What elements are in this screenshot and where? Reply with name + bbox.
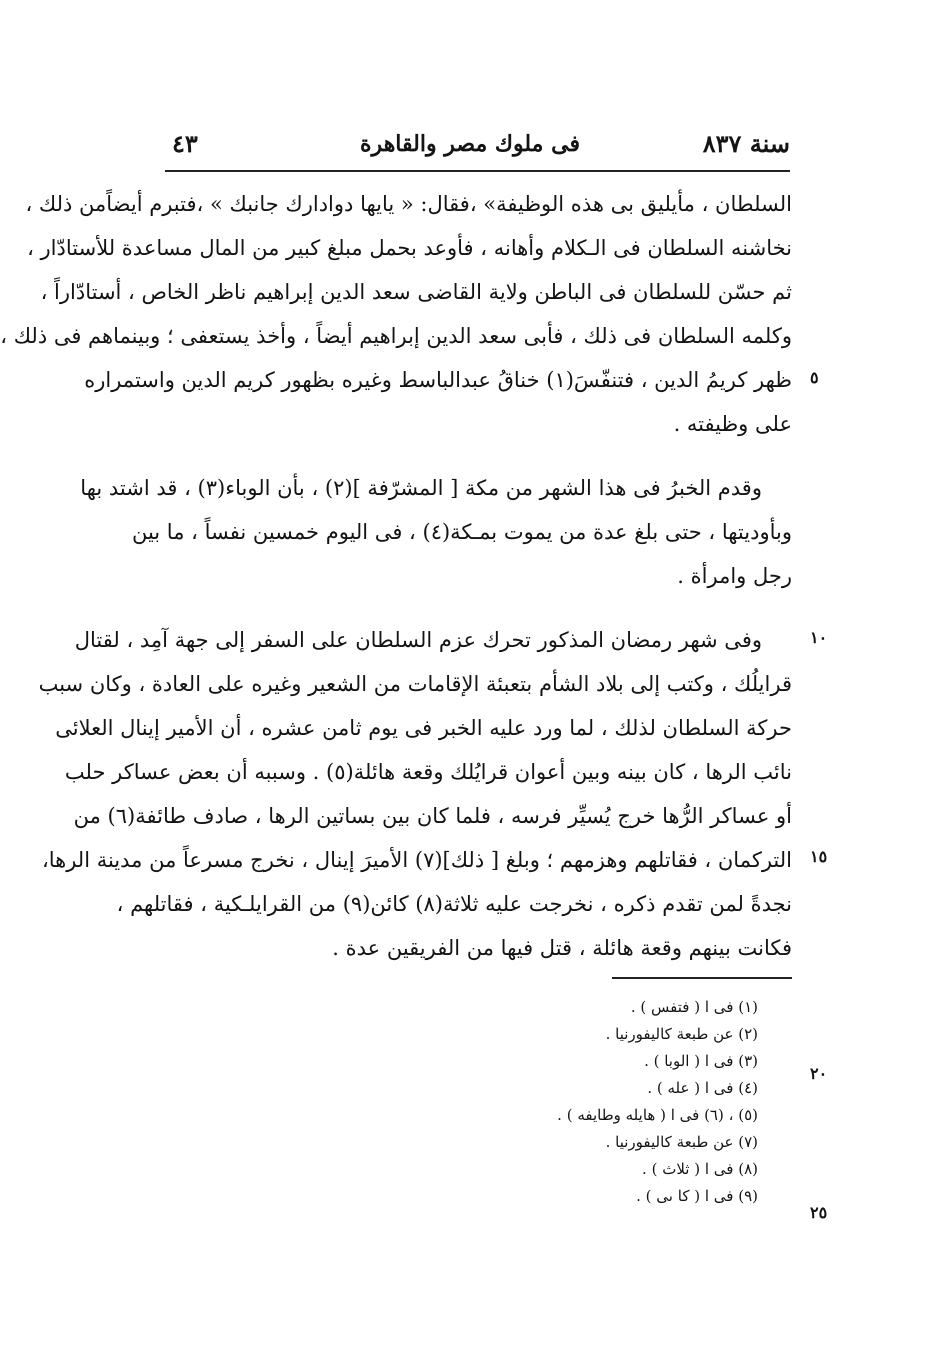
running-header-title: فى ملوك مصر والقاهرة	[360, 131, 580, 157]
footnote: (٩) فى ا ( كا ىى ) .	[636, 1187, 758, 1205]
text-line: نجدةً لمن تقدم ذكره ، نخرجت عليه ثلاثة(٨) كائن(٩) من القرايلـكية ، فقاتلهم ،	[116, 892, 792, 916]
text-line: نائب الرها ، كان بينه وبين أعوان قرايُلك وقعة هائلة(٥) . وسببه أن بعض عساكر حلب	[64, 760, 792, 784]
text-line: فكانت بينهم وقعة هائلة ، قتل فيها من الفريقين عدة .	[332, 936, 792, 960]
text-line: أو عساكر الرُّها خرج يُسيِّر فرسه ، فلما كان بين بساتين الرها ، صادف طائفة(٦) من	[73, 804, 792, 828]
footnote: (١) فى ا ( فتفس ) .	[630, 998, 758, 1016]
text-line: وكلمه السلطان فى ذلك ، فأبى سعد الدين إبراهيم أيضاً ، وأخذ يستعفى ؛ وبينماهم فى ذلك ،	[0, 324, 792, 348]
text-line: قرايلُك ، وكتب إلى بلاد الشأم بتعبئة الإقامات من الشعير وغيره على العادة ، وكان سبب	[38, 672, 792, 696]
text-line: حركة السلطان لذلك ، لما ورد عليه الخبر فى يوم ثامن عشره ، أن الأمير إينال العلائى	[55, 716, 792, 740]
paragraph-gap	[160, 446, 792, 466]
footnote: (٣) فى ا ( الوبا ) .	[644, 1052, 758, 1070]
page-number: ٤٣	[172, 129, 198, 158]
footnote: (٧) عن طبعة كاليفورنيا .	[605, 1133, 758, 1151]
footnote: (٤) فى ا ( عله ) .	[647, 1079, 758, 1097]
main-text	[0, 182, 792, 970]
text-line: السلطان ، مأيليق بى هذه الوظيفة» ،فقال: « يايها دوادارك جانبك » ،فتبرم أيضاًمن ذلك ،	[25, 192, 792, 216]
text-line: وقدم الخبرُ فى هذا الشهر من مكة [ المشرّفة ](٢) ، بأن الوباء(٣) ، قد اشتد بها	[80, 476, 762, 500]
footnotes	[338, 994, 758, 1210]
header-divider	[165, 170, 790, 172]
text-line: على وظيفته .	[673, 412, 792, 436]
footnote: (٥) ، (٦) فى ا ( هايله وطايفه ) .	[557, 1106, 758, 1124]
footnote: (٢) عن طبعة كاليفورنيا .	[605, 1025, 758, 1043]
line-number: ٥	[810, 368, 819, 387]
text-line: رجل وامرأة .	[677, 564, 792, 588]
line-number: ١٥	[810, 847, 828, 866]
line-number: ٢٥	[810, 1203, 828, 1222]
line-number: ٢٠	[810, 1064, 828, 1083]
paragraph-gap	[160, 598, 792, 618]
text-line: وبأوديتها ، حتى بلغ عدة من يموت بمـكة(٤) ، فى اليوم خمسين نفساً ، ما بين	[131, 520, 792, 544]
footnote-divider	[612, 977, 792, 979]
footnote: (٨) فى ا ( ثلاث ) .	[642, 1160, 758, 1178]
running-header-year: سنة ٨٣٧	[702, 129, 790, 158]
text-line: نخاشنه السلطان فى الـكلام وأهانه ، فأوعد بحمل مبلغ كبير من المال مساعدة للأستادّار ،	[27, 236, 792, 260]
line-number: ١٠	[810, 628, 828, 647]
text-line: التركمان ، فقاتلهم وهزمهم ؛ وبلغ [ ذلك](٧) الأميرَ إينال ، نخرج مسرعاً من مدينة الرها،	[41, 848, 792, 872]
text-line: ظهر كريمُ الدين ، فتنفّسَ(١) خناقُ عبدالباسط وغيره بظهور كريم الدين واستمراره	[84, 368, 792, 392]
text-line: وفى شهر رمضان المذكور تحرك عزم السلطان على السفر إلى جهة آمِد ، لقتال	[74, 628, 762, 652]
text-line: ثم حسّن للسلطان فى الباطن ولاية القاضى سعد الدين إبراهيم ناظر الخاص ، أستادّاراً ،	[40, 280, 792, 304]
